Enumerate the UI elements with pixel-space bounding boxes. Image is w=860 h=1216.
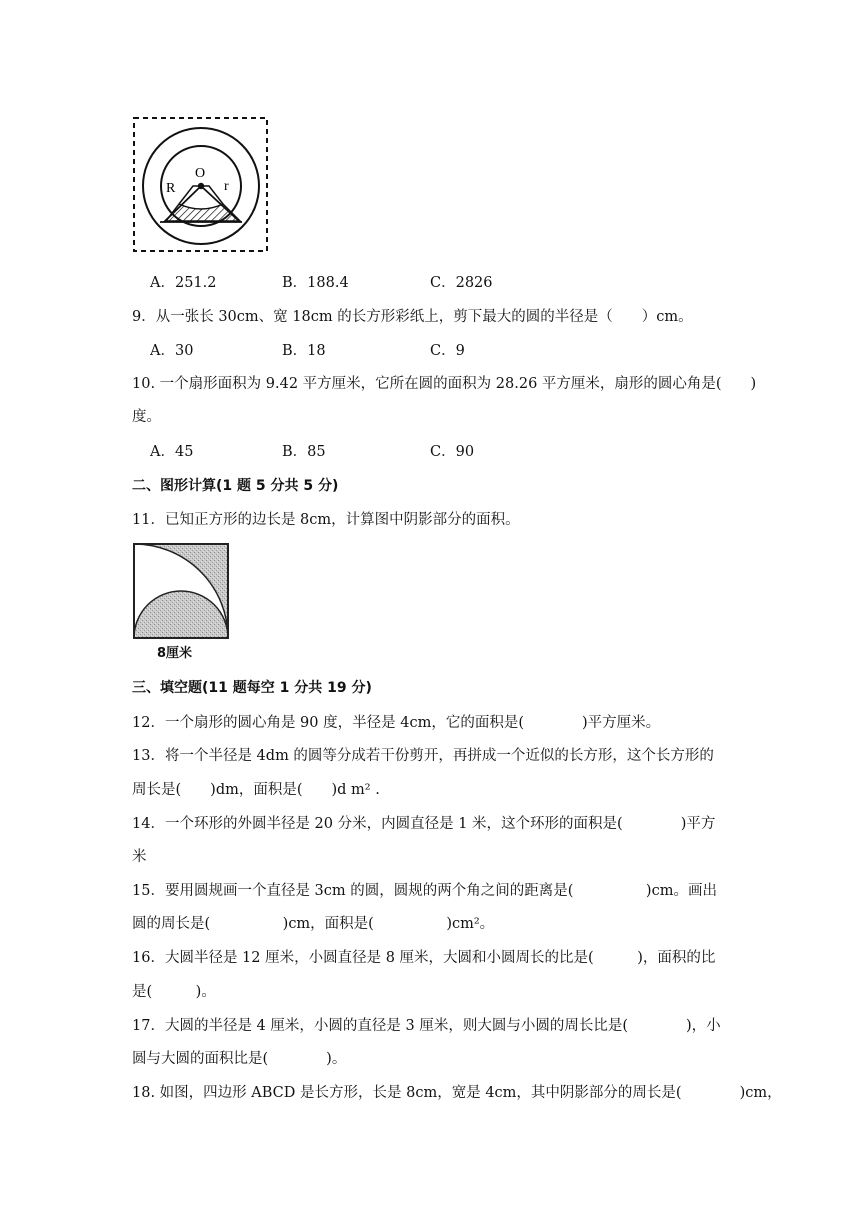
square-shaded-figure: [130, 540, 232, 642]
question-10-line2: 度。: [132, 409, 161, 425]
question-15-line2: 圆的周长是( )cm，面积是( )cm²。: [132, 916, 495, 932]
question-18-line1: 18. 如图，四边形 ABCD 是长方形，长是 8cm，宽是 4cm，其中阴影部分的周长是( )cm，: [132, 1085, 782, 1101]
q9-option-b: B．18: [282, 343, 326, 359]
question-15-line1: 15．要用圆规画一个直径是 3cm 的圆，圆规的两个角之间的距离是( )cm。画出: [132, 883, 717, 899]
q9-option-c: C．9: [430, 343, 465, 359]
label-big-r: R: [166, 181, 176, 196]
section-3-heading: 三、填空题(11 题每空 1 分共 19 分): [132, 680, 372, 696]
question-13-line1: 13．将一个半径是 4dm 的圆等分成若干份剪开，再拼成一个近似的长方形，这个长方形的: [132, 748, 714, 764]
q8-option-c: C．2826: [430, 275, 493, 291]
q9-option-a: A．30: [150, 343, 194, 359]
question-11: 11．已知正方形的边长是 8cm，计算图中阴影部分的面积。: [132, 512, 520, 528]
label-small-r: r: [224, 179, 229, 194]
center-point: [198, 183, 204, 189]
question-14-line2: 米: [132, 849, 147, 865]
label-o: O: [195, 166, 206, 181]
question-14-line1: 14．一个环形的外圆半径是 20 分米，内圆直径是 1 米，这个环形的面积是( )平方: [132, 816, 716, 832]
question-10-line1: 10. 一个扇形面积为 9.42 平方厘米，它所在圆的面积为 28.26 平方厘米，扇形的圆心角是( ): [132, 376, 757, 392]
q8-option-a: A．251.2: [150, 275, 217, 291]
question-9: 9．从一张长 30cm、宽 18cm 的长方形彩纸上，剪下最大的圆的半径是（ ）cm。: [132, 309, 693, 325]
q10-option-a: A．45: [150, 444, 194, 460]
question-13-line2: 周长是( )dm，面积是( )d m² .: [132, 782, 380, 798]
section-2-heading: 二、图形计算(1 题 5 分共 5 分): [132, 478, 339, 494]
q10-option-c: C．90: [430, 444, 475, 460]
question-12: 12．一个扇形的圆心角是 90 度，半径是 4cm，它的面积是( )平方厘米。: [132, 715, 661, 731]
question-16-line1: 16．大圆半径是 12 厘米，小圆直径是 8 厘米，大圆和小圆周长的比是( )，面积的比: [132, 950, 716, 966]
question-17-line1: 17．大圆的半径是 4 厘米，小圆的直径是 3 厘米，则大圆与小圆的周长比是( )，小: [132, 1018, 721, 1034]
question-16-line2: 是( )。: [132, 984, 216, 1000]
lower-semicircle-region: [134, 591, 228, 638]
figure-side-label: 8厘米: [157, 646, 193, 661]
q8-option-b: B．188.4: [282, 275, 349, 291]
question-17-line2: 圆与大圆的面积比是( )。: [132, 1051, 347, 1067]
concentric-circles-figure: [132, 116, 270, 254]
q10-option-b: B．85: [282, 444, 326, 460]
